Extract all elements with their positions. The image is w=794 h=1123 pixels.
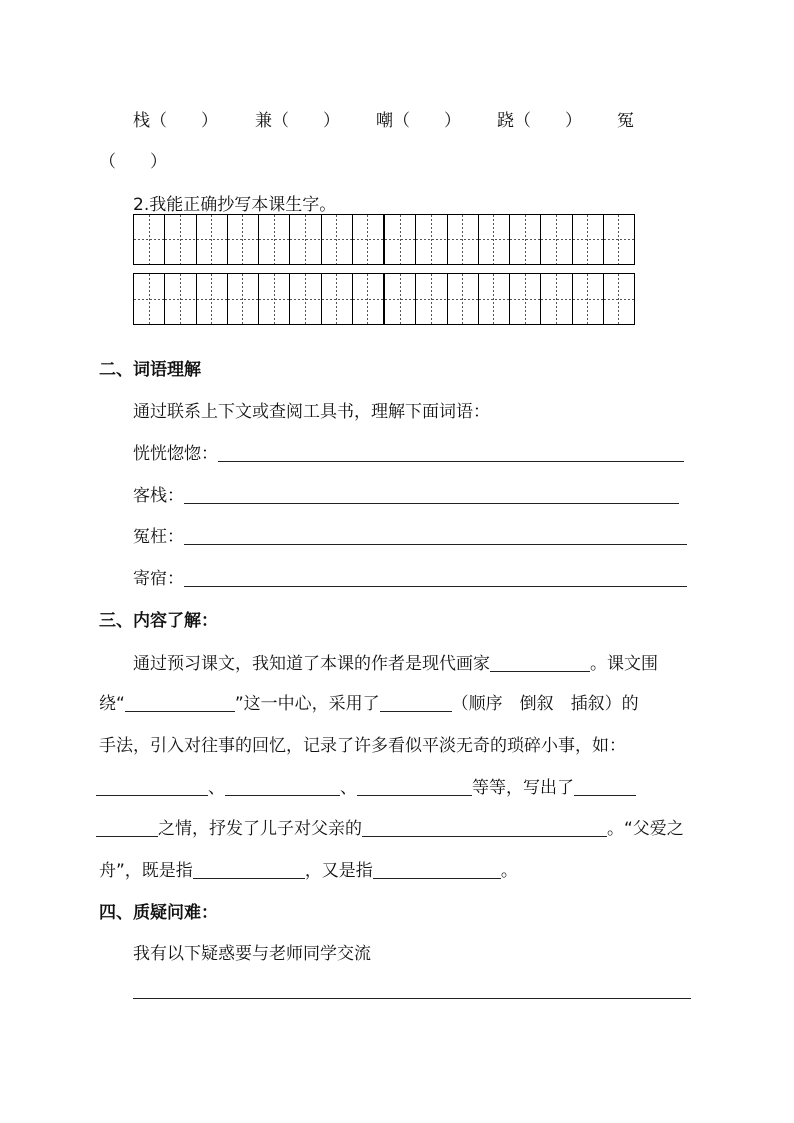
section-2-heading: 二、词语理解 bbox=[99, 360, 201, 380]
writing-cell[interactable] bbox=[385, 274, 415, 324]
pinyin-item-5: 冤 bbox=[617, 111, 634, 131]
writing-cell[interactable] bbox=[227, 274, 258, 324]
writing-grid-half bbox=[134, 215, 383, 264]
text-segment: 等等，写出了 bbox=[472, 778, 574, 798]
text-segment: 。“父爱之 bbox=[607, 819, 684, 839]
writing-grid-2[interactable] bbox=[133, 273, 635, 325]
writing-cell[interactable] bbox=[321, 274, 352, 324]
content-line-3: 手法，引入对往事的回忆，记录了许多看似平淡无奇的琐碎小事，如： bbox=[99, 736, 626, 756]
text-segment: 舟”，既是指 bbox=[99, 861, 193, 881]
copy-task-text: 我能正确抄写本课生字。 bbox=[149, 195, 337, 215]
vocab-word: 冤枉： bbox=[133, 527, 184, 547]
blank-example-1[interactable] bbox=[96, 779, 208, 796]
writing-cell[interactable] bbox=[603, 215, 634, 264]
pinyin-item-1: 栈（ ） bbox=[133, 111, 218, 131]
writing-cell[interactable] bbox=[478, 215, 509, 264]
writing-cell[interactable] bbox=[478, 274, 509, 324]
answer-line[interactable] bbox=[218, 445, 684, 462]
writing-cell[interactable] bbox=[352, 274, 383, 324]
answer-line[interactable] bbox=[184, 528, 687, 545]
text-segment: ，又是指 bbox=[304, 861, 373, 881]
copy-task-label bbox=[133, 190, 336, 215]
content-line-2 bbox=[99, 689, 639, 714]
blank-example-3[interactable] bbox=[357, 779, 472, 796]
content-line-6 bbox=[99, 856, 518, 881]
blank-method[interactable] bbox=[380, 695, 452, 712]
vocab-word: 恍恍惚惚： bbox=[133, 444, 218, 464]
writing-cell[interactable] bbox=[447, 215, 478, 264]
writing-cell[interactable] bbox=[509, 215, 540, 264]
blank-emotion[interactable] bbox=[362, 820, 607, 837]
question-answer-line[interactable] bbox=[133, 998, 691, 999]
answer-line[interactable] bbox=[184, 487, 679, 504]
text-segment: 之情，抒发了儿子对父亲的 bbox=[158, 819, 362, 839]
section-3-heading: 三、内容了解： bbox=[99, 611, 218, 631]
blank-boat-1[interactable] bbox=[193, 862, 305, 879]
blank-example-2[interactable] bbox=[225, 779, 340, 796]
writing-cell[interactable] bbox=[134, 274, 164, 324]
writing-cell[interactable] bbox=[415, 274, 446, 324]
section-4-heading: 四、质疑问难： bbox=[99, 903, 218, 923]
blank-boat-2[interactable] bbox=[373, 862, 501, 879]
writing-grid-half bbox=[383, 215, 634, 264]
writing-cell[interactable] bbox=[321, 215, 352, 264]
blank-feeling-a[interactable] bbox=[574, 779, 636, 796]
writing-grid-half bbox=[134, 274, 383, 324]
section-4-intro: 我有以下疑惑要与老师同学交流 bbox=[133, 944, 371, 964]
section-2-intro: 通过联系上下文或查阅工具书，理解下面词语： bbox=[133, 402, 490, 422]
text-segment: 。 bbox=[500, 861, 518, 881]
writing-cell[interactable] bbox=[603, 274, 634, 324]
copy-task-number: 2. bbox=[133, 195, 150, 215]
writing-grid-half bbox=[383, 274, 634, 324]
writing-cell[interactable] bbox=[164, 274, 195, 324]
content-line-5 bbox=[96, 814, 684, 839]
pinyin-item-2: 兼（ ） bbox=[255, 111, 340, 131]
content-line-1 bbox=[133, 649, 658, 674]
writing-cell[interactable] bbox=[258, 215, 289, 264]
writing-cell[interactable] bbox=[196, 274, 227, 324]
writing-grid-1[interactable] bbox=[133, 214, 635, 265]
text-segment: 、 bbox=[340, 778, 357, 798]
vocab-item-2 bbox=[133, 481, 679, 506]
text-segment: 。课文围 bbox=[590, 654, 658, 674]
vocab-word: 客栈： bbox=[133, 486, 184, 506]
writing-cell[interactable] bbox=[509, 274, 540, 324]
pinyin-item-4: 跷（ ） bbox=[497, 111, 582, 131]
writing-cell[interactable] bbox=[540, 274, 571, 324]
writing-cell[interactable] bbox=[415, 215, 446, 264]
blank-feeling-b[interactable] bbox=[96, 820, 158, 837]
writing-cell[interactable] bbox=[289, 215, 320, 264]
writing-cell[interactable] bbox=[134, 215, 164, 264]
text-segment: 通过预习课文，我知道了本课的作者是现代画家 bbox=[133, 654, 490, 674]
vocab-word: 寄宿： bbox=[133, 569, 184, 589]
pinyin-item-3: 嘲（ ） bbox=[376, 111, 461, 131]
writing-cell[interactable] bbox=[196, 215, 227, 264]
writing-cell[interactable] bbox=[447, 274, 478, 324]
blank-author[interactable] bbox=[490, 655, 590, 672]
text-segment: 绕“ bbox=[99, 694, 125, 714]
writing-cell[interactable] bbox=[289, 274, 320, 324]
writing-cell[interactable] bbox=[164, 215, 195, 264]
writing-cell[interactable] bbox=[540, 215, 571, 264]
text-segment: ”这一中心，采用了 bbox=[234, 694, 380, 714]
vocab-item-3 bbox=[133, 522, 687, 547]
writing-cell[interactable] bbox=[572, 215, 603, 264]
text-segment: （顺序 倒叙 插叙）的 bbox=[451, 694, 639, 714]
pinyin-item-5-blank: （ ） bbox=[99, 152, 167, 172]
writing-cell[interactable] bbox=[227, 215, 258, 264]
writing-cell[interactable] bbox=[385, 215, 415, 264]
vocab-item-4 bbox=[133, 564, 687, 589]
text-segment: 、 bbox=[208, 778, 225, 798]
answer-line[interactable] bbox=[184, 570, 687, 587]
vocab-item-1 bbox=[133, 439, 684, 464]
writing-cell[interactable] bbox=[258, 274, 289, 324]
writing-cell[interactable] bbox=[352, 215, 383, 264]
content-line-4 bbox=[96, 773, 636, 798]
blank-center[interactable] bbox=[125, 695, 235, 712]
writing-cell[interactable] bbox=[572, 274, 603, 324]
